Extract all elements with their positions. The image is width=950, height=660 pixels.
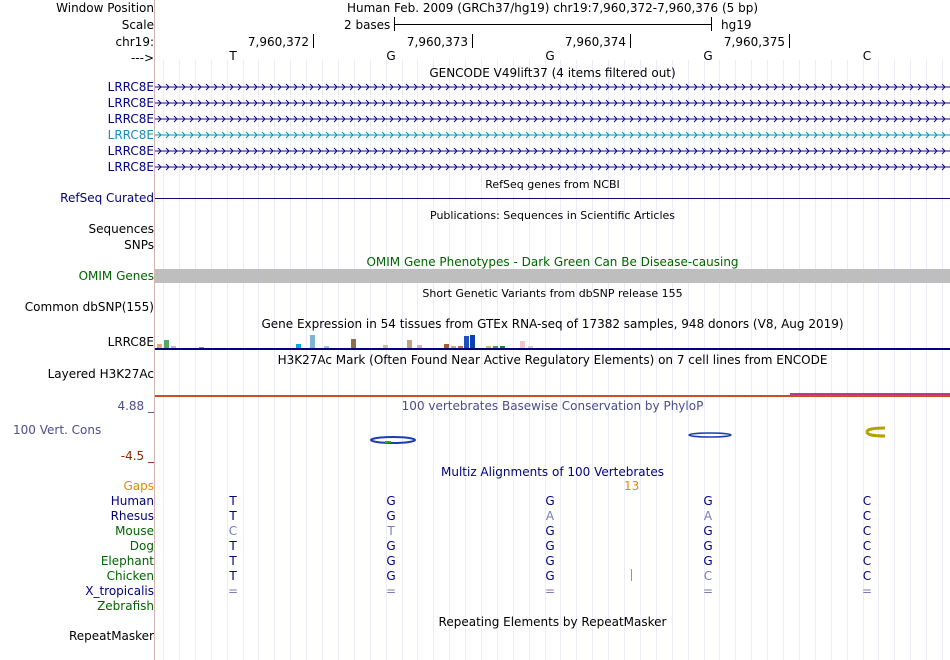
multiz-track-title: Multiz Alignments of 100 Vertebrates [440,465,665,479]
scale-label: Scale [121,18,154,32]
phylop-glyph [371,437,415,443]
ruler-tick [789,34,790,48]
gtex-tissue-bar[interactable] [407,340,412,348]
aligned-base: G [703,524,713,538]
conservation-track-label[interactable]: 100 Vert. Cons [13,423,102,437]
aligned-base: G [386,539,396,553]
phylop-glyph [689,433,731,437]
reference-base: G [545,49,555,63]
ruler-coordinate: 7,960,373 [406,35,468,49]
gencode-item-label[interactable]: LRRC8E [107,144,154,158]
aligned-base: T [229,509,237,523]
h3k27ac-track-title: H3K27Ac Mark (Often Found Near Active Regulatory Elements) on 7 cell lines from ENCODE [277,353,828,367]
gap-count: 13 [624,479,640,493]
gencode-transcript[interactable] [155,115,950,123]
aligned-base: = [861,584,873,598]
gtex-bar-chart[interactable] [155,331,535,348]
reference-base: C [862,49,872,63]
aligned-base: G [545,569,555,583]
ruler-coordinate: 7,960,374 [564,35,626,49]
reference-base: T [229,49,237,63]
window-position-label: Window Position [56,1,154,15]
h3k27ac-signal [790,393,950,395]
gencode-item-label[interactable]: LRRC8E [107,96,154,110]
gtex-tissue-bar[interactable] [520,341,525,348]
ruler-tick [472,34,473,48]
reference-base: G [386,49,396,63]
refseq-track-title: RefSeq genes from NCBI [485,178,620,191]
aligned-base: = [544,584,556,598]
species-label[interactable]: Mouse [115,524,154,538]
phylop-track-title: 100 vertebrates Basewise Conservation by PhyloP [401,399,704,413]
aligned-base: C [862,539,872,553]
aligned-base: G [545,494,555,508]
aligned-base: A [703,509,713,523]
gtex-tissue-bar[interactable] [464,336,469,348]
omim-track-title: OMIM Gene Phenotypes - Dark Green Can Be Disease-causing [366,255,739,269]
conservation-min-label: -4.5 _ [120,449,154,463]
ruler-tick [313,34,314,48]
gaps-label: Gaps [123,479,154,493]
h3k27ac-track-label[interactable]: Layered H3K27Ac [47,367,154,381]
snps-track-label[interactable]: SNPs [124,238,154,252]
gencode-transcript[interactable] [155,163,950,171]
gencode-item-label[interactable]: LRRC8E [107,160,154,174]
gtex-tissue-bar[interactable] [470,335,475,348]
position-title: Human Feb. 2009 (GRCh37/hg19) chr19:7,960,372-7,960,376 (5 bp) [346,1,759,15]
aligned-base: C [862,494,872,508]
aligned-base: C [703,569,713,583]
gtex-tissue-bar[interactable] [164,340,169,348]
gencode-item-label[interactable]: LRRC8E [107,80,154,94]
aligned-base: T [229,569,237,583]
chrom-label: chr19: [115,35,154,49]
aligned-base: = [702,584,714,598]
gtex-gene-line [155,348,950,350]
repeatmasker-track-label[interactable]: RepeatMasker [68,629,154,643]
aligned-base: G [386,494,396,508]
dbsnp-track-title: Short Genetic Variants from dbSNP release 155 [422,287,683,300]
ruler-tick [630,34,631,48]
aligned-base: C [862,569,872,583]
gtex-tissue-bar[interactable] [310,335,315,348]
dbsnp-track-label[interactable]: Common dbSNP(155) [24,300,154,314]
gtex-track-label[interactable]: LRRC8E [107,335,154,349]
aligned-base: G [386,554,396,568]
refseq-track-label[interactable]: RefSeq Curated [60,191,154,205]
publications-track-title: Publications: Sequences in Scientific Articles [430,209,675,222]
species-label[interactable]: Human [110,494,154,508]
aligned-base: C [228,524,238,538]
aligned-base: G [545,554,555,568]
scale-text: 2 bases [344,18,391,32]
aligned-base: G [703,554,713,568]
ruler-coordinate: 7,960,372 [247,35,309,49]
aligned-base: T [229,494,237,508]
gencode-item-label[interactable]: LRRC8E [107,112,154,126]
species-label[interactable]: Chicken [106,569,154,583]
aligned-base: T [229,539,237,553]
aligned-base: C [862,554,872,568]
aligned-base: = [227,584,239,598]
strand-label: ---> [130,51,154,65]
h3k27ac-baseline [155,395,950,397]
assembly-label: hg19 [721,18,752,32]
ruler-coordinate: 7,960,375 [723,35,785,49]
species-label[interactable]: Zebrafish [97,599,154,613]
gtex-track-title: Gene Expression in 54 tissues from GTEx RNA-seq of 17382 samples, 948 donors (V8, Aug 2019) [261,317,844,331]
omim-gene-bar[interactable] [155,269,950,283]
gencode-transcript[interactable] [155,131,950,139]
gencode-item-label[interactable]: LRRC8E [107,128,154,142]
aligned-base: A [545,509,555,523]
gencode-transcript[interactable] [155,99,950,107]
species-label[interactable]: Dog [129,539,154,553]
aligned-base: G [386,569,396,583]
refseq-gene-line[interactable] [155,198,950,199]
sequences-track-label[interactable]: Sequences [88,222,154,236]
gap-marker [631,569,632,581]
aligned-base: T [387,524,395,538]
aligned-base: G [545,524,555,538]
aligned-base: G [703,539,713,553]
species-label[interactable]: Rhesus [110,509,154,523]
repeatmasker-track-title: Repeating Elements by RepeatMasker [438,615,667,629]
aligned-base: G [386,509,396,523]
aligned-base: T [229,554,237,568]
browser-image[interactable] [155,0,950,660]
aligned-base: = [385,584,397,598]
species-label[interactable]: Elephant [100,554,154,568]
aligned-base: G [703,494,713,508]
gencode-track-title: GENCODE V49lift37 (4 items filtered out) [429,66,676,80]
conservation-max-label: 4.88 _ [117,399,154,413]
omim-track-label[interactable]: OMIM Genes [78,269,154,283]
phylop-logo [155,420,950,450]
scale-bar-line [394,24,712,25]
phylop-glyph [385,441,391,443]
gtex-tissue-bar[interactable] [351,339,356,348]
scale-bar-right [711,17,712,31]
aligned-base: G [545,539,555,553]
gencode-transcript[interactable] [155,83,950,91]
gencode-transcript[interactable] [155,147,950,155]
aligned-base: C [862,524,872,538]
reference-base: G [703,49,713,63]
aligned-base: C [862,509,872,523]
species-label[interactable]: X_tropicalis [85,584,154,598]
